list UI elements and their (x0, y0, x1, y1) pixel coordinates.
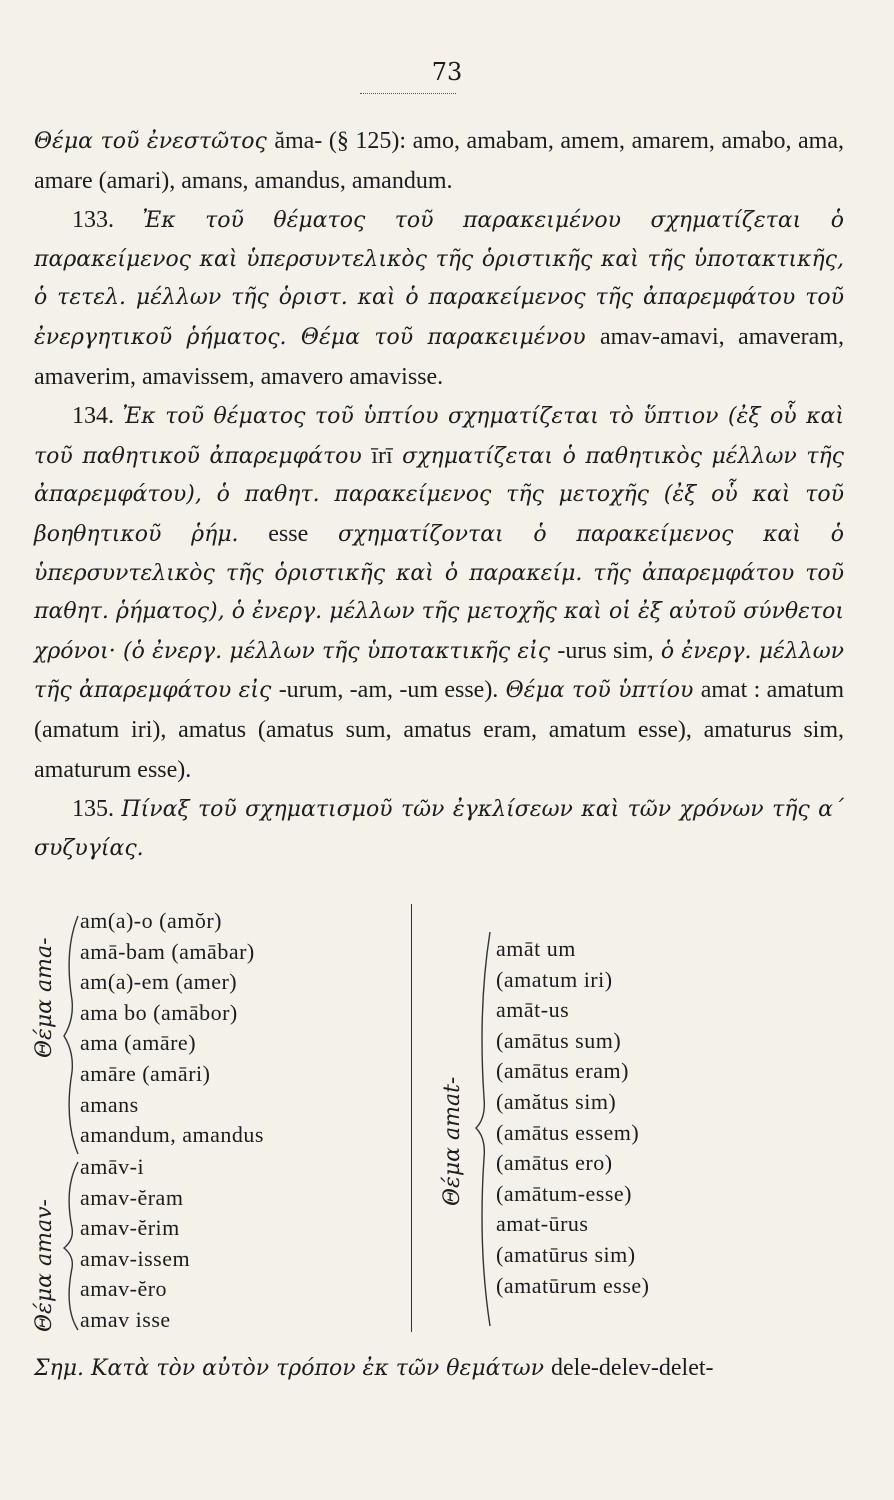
perfect-stem-label: Θέμα amav- (32, 1199, 57, 1332)
supine-form: (amātum-esse) (496, 1180, 632, 1206)
latin-text-run: amav-amavi, amaveram, amaverim, amavissem, amavero amavisse. (34, 323, 844, 390)
latin-text-run: 133. (72, 207, 143, 234)
greek-text-run: Ἐκ τοῦ θέματος τοῦ παρακειμένου σχηματίζεται ὁ παρακείμενος καὶ ὑπερσυντελικὸς τῆς ὁριστικῆς καὶ τῆς ὑποτακτικῆς, ὁ τετελ. μέλλων τῆς ὁριστ. καὶ ὁ παρακείμενος τῆς ἀπαρεμφάτου τοῦ ἐνεργητικοῦ ῥήματος. Θέμα τοῦ παρακειμένου (34, 208, 845, 350)
greek-text-run: Ἐκ τοῦ θέματος τοῦ ὑπτίου σχηματίζεται τὸ ὕπτιον (ἐξ οὗ καὶ τοῦ παθητικοῦ ἀπαρεμφάτου (34, 404, 845, 469)
greek-text-run: Θέμα τοῦ ὑπτίου (498, 678, 701, 704)
latin-text-run: īrī (371, 442, 393, 469)
note-greek-text: Κατὰ τὸν αὐτὸν τρόπον ἐκ τῶν θεμάτων (91, 1356, 551, 1381)
present-form: amā-bam (amābar) (80, 938, 255, 964)
note-latin-text: dele-delev-delet- (550, 1355, 714, 1381)
supine-form: (amătus sim) (496, 1088, 617, 1114)
present-form: ama bo (amābor) (80, 999, 238, 1025)
present-forms-list (80, 906, 264, 1151)
perfect-forms-list (80, 1152, 190, 1336)
latin-text-run: 134. (72, 403, 123, 430)
perfect-form: amav-issem (80, 1245, 191, 1271)
paragraph (34, 201, 844, 397)
present-form: amans (80, 1091, 139, 1117)
supine-brace (470, 928, 494, 1330)
perfect-form: amav isse (80, 1306, 171, 1332)
supine-form: (amātus essem) (496, 1119, 640, 1145)
supine-form: (amātus sum) (496, 1027, 622, 1053)
note-label: Σημ. (34, 1356, 85, 1381)
paragraph (34, 790, 844, 868)
paragraph (34, 397, 844, 790)
supine-form: (amatūrus sim) (496, 1241, 636, 1267)
perfect-form: amav-ĕro (80, 1276, 168, 1302)
present-form: amāre (amāri) (80, 1060, 211, 1086)
perfect-form: amāv-i (80, 1154, 145, 1179)
conjugation-table (0, 900, 894, 1340)
supine-stem-label: Θέμα amat- (440, 1076, 465, 1206)
page-number: 73 (431, 58, 463, 86)
supine-form: (amātus eram) (496, 1058, 629, 1084)
greek-text-run: Πίναξ τοῦ σχηματισμοῦ τῶν ἐγκλίσεων καὶ τῶν χρόνων τῆς α΄ συζυγίας. (34, 797, 845, 861)
latin-text-run: esse (268, 520, 309, 547)
page-number-rule (360, 93, 456, 94)
present-stem-label: Θέμα ama- (32, 937, 57, 1058)
present-brace (58, 910, 82, 1160)
present-form: am(a)-o (amŏr) (80, 908, 222, 933)
latin-text-run: ăma- (§ 125): amo, amabam, amem, amarem, amabo, ama, amare (amari), amans, amandus, amandum. (34, 128, 844, 194)
greek-text-run: ὁ ἐνεργ. μέλλων τῆς ἀπαρεμφάτου εἰς (34, 638, 845, 704)
supine-forms-list (496, 934, 650, 1301)
latin-text-run: 135. (72, 796, 122, 823)
body-text (34, 122, 844, 868)
greek-text-run: σχηματίζονται ὁ παρακείμενος καὶ ὁ ὑπερσυντελικὸς τῆς ὁριστικῆς καὶ ὁ παρακείμ. τῆς ἀπαρεμφάτου τοῦ παθητ. ῥήματος), ὁ ἐνεργ. μέλλων τῆς μετοχῆς καὶ οἱ ἐξ αὐτοῦ σύνθετοι χρόνοι· (ὁ ἐνεργ. μέλλων τῆς ὑποτακτικῆς εἰς (34, 521, 844, 664)
perfect-form: amav-ĕram (80, 1184, 184, 1210)
perfect-form: amav-ĕrim (80, 1215, 180, 1241)
footnote (34, 1355, 714, 1382)
greek-text-run: σχηματίζεται ὁ παθητικὸς μέλλων τῆς ἀπαρεμφάτου), ὁ παθητ. παρακείμενος τῆς μετοχῆς (ἐξ οὗ καὶ τοῦ βοηθητικοῦ ῥήμ. (34, 443, 844, 547)
present-form: amandum, amandus (80, 1122, 264, 1148)
column-divider (411, 904, 412, 1332)
paragraph (34, 122, 844, 201)
supine-form: (amatūrum esse) (496, 1272, 650, 1298)
latin-text-run: -urum, -am, -um esse). (278, 677, 499, 704)
supine-form: amāt um (496, 936, 576, 961)
perfect-brace (58, 1158, 82, 1334)
supine-form: (amātus ero) (496, 1150, 613, 1176)
present-form: am(a)-em (amer) (80, 969, 238, 995)
supine-form: amāt-us (496, 997, 570, 1023)
supine-form: (amatum iri) (496, 966, 613, 992)
present-form: ama (amāre) (80, 1030, 197, 1056)
latin-text-run: -urus sim, (557, 637, 654, 664)
supine-form: amat-ūrus (496, 1211, 589, 1237)
greek-text-run: Θέμα τοῦ ἐνεστῶτος (34, 129, 275, 154)
latin-text-run: amat : amatum (amatum iri), amatus (amatus sum, amatus eram, amatum esse), amaturus sim, amaturum esse). (34, 677, 844, 783)
